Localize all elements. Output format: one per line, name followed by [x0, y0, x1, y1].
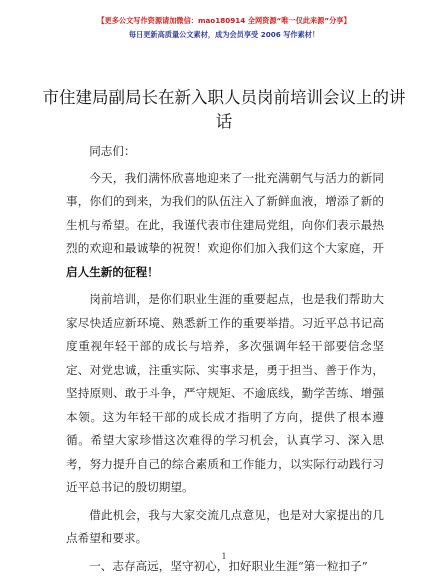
- section-heading-1: 一、志存高远，坚守初心，扣好职业生涯“第一粒扣子”: [89, 558, 368, 573]
- page-number: 1: [221, 552, 227, 561]
- paragraph-opportunity: 借此机会，我与大家交流几点意见，也是对大家提出的几点希望和要求。: [66, 507, 384, 545]
- paragraph-training: 岗前培训，是你们职业生涯的重要起点，也是我们帮助大家尽快适应新环境、熟悉新工作的重要举措。习近平总书记高度重视年轻干部的成长与培养，多次强调年轻干部要信念坚定、对党忠诚，注重实际、实事求是，勇于担当、善于作为，坚持原则、敢于斗争，严守规矩、不逾底线，勤学苦练、增强本领。这为年轻干部的成长成才指明了方向，提供了根本遵循。希望大家珍惜这次难得的学习机会，认真学习、深入思考，努力提升自己的综合素质和工作能力，以实际行动践行习近平总书记的殷切期望。: [66, 292, 384, 494]
- greeting: 同志们：: [89, 144, 136, 158]
- paragraph-welcome-bold: 启人生新的征程！: [66, 264, 159, 279]
- document-title: 市住建局副局长在新入职人员岗前培训会议上的讲话: [42, 88, 406, 131]
- paragraph-welcome-text: 今天，我们满怀欣喜地迎来了一批充满朝气与活力的新同事，你们的到来，为我们的队伍注入了新鲜血液，增添了新的生机与希望。在此，我谨代表市住建局党组，向你们表示最热烈的欢迎和最诚挚的祝贺！欢迎你们加入我们这个大家庭，开: [66, 170, 384, 255]
- document-body: [66, 140, 384, 578]
- promo-banner-line-2: 每日更新高质量公文素材，成为会员享受 2006 写作素材！: [128, 30, 320, 39]
- promo-banner-line-1: 【更多公文写作资源请加微信：mao180914 全网资源“唯一仅此来源”分享】: [97, 16, 351, 25]
- paragraph-welcome: [66, 167, 384, 285]
- promo-banner: [0, 14, 448, 42]
